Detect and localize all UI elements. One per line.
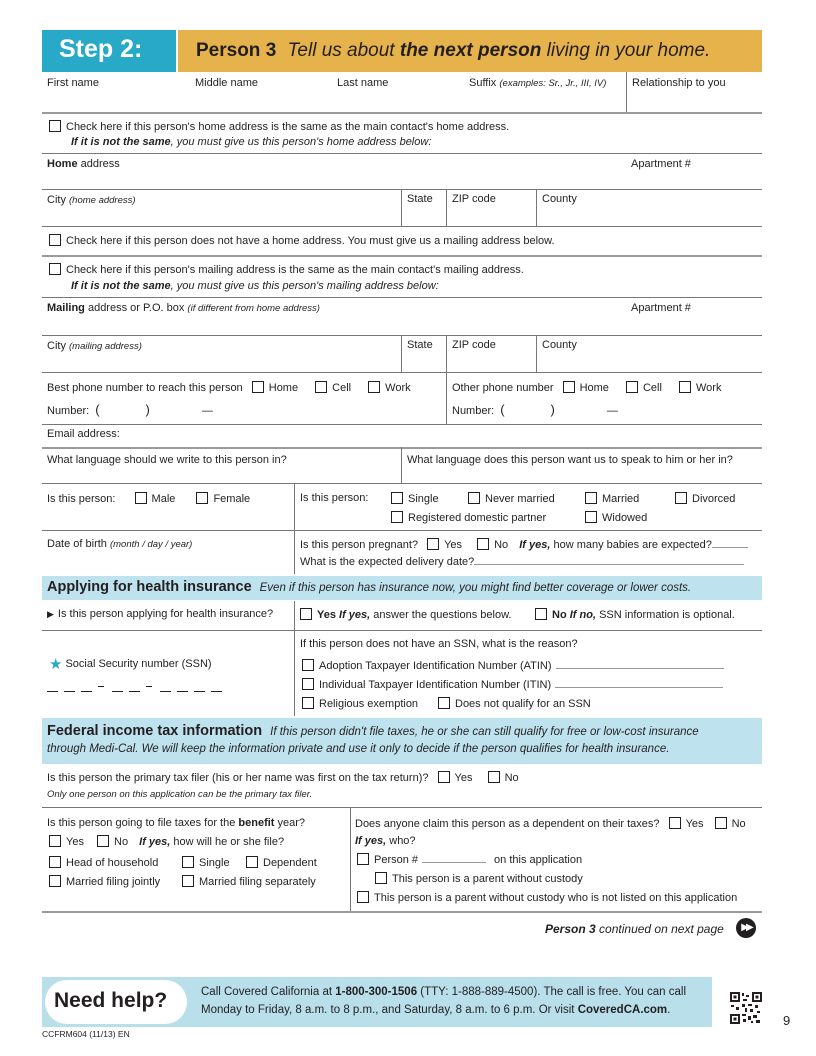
file-taxes-question: Is this person going to file taxes for the benefit year?	[47, 817, 306, 829]
mailing-state-label: State	[407, 339, 433, 351]
mailing-same-checkbox-row[interactable]: Check here if this person's mailing address is the same as the main contact's mailing address.	[49, 263, 524, 276]
other-phone-home-checkbox[interactable]	[563, 381, 575, 393]
relationship-label: Relationship to you	[632, 77, 726, 89]
home-state-label: State	[407, 193, 433, 205]
home-apartment-label: Apartment #	[631, 158, 691, 170]
married-checkbox[interactable]	[585, 492, 597, 504]
mailing-apartment-label: Apartment #	[631, 302, 691, 314]
best-phone-row: Best phone number to reach this person Home Cell Work	[47, 382, 411, 394]
last-name-label: Last name	[337, 77, 389, 89]
claimed-yes-checkbox[interactable]	[669, 817, 681, 829]
home-zip-label: ZIP code	[452, 193, 496, 205]
tell-us-bold: the next person	[399, 40, 542, 61]
primary-no-checkbox[interactable]	[488, 771, 500, 783]
ssn-input[interactable]	[47, 683, 228, 695]
divorced-checkbox[interactable]	[675, 492, 687, 504]
page-number: 9	[783, 1013, 791, 1028]
federal-tax-header	[42, 718, 762, 764]
mailing-city-label: City (mailing address)	[47, 340, 142, 352]
tell-us-prefix: Tell us about	[287, 40, 395, 61]
religious-option[interactable]: Religious exemption	[302, 697, 418, 710]
hoh-option[interactable]: Head of household	[49, 856, 158, 869]
speak-language-label: What language does this person want us to speak to him or her in?	[407, 454, 733, 466]
middle-name-label: Middle name	[195, 77, 258, 89]
mfs-checkbox[interactable]	[182, 875, 194, 887]
claimed-dependent-row: Does anyone claim this person as a dependent on their taxes? Yes No	[355, 818, 746, 830]
write-language-label: What language should we write to this person in?	[47, 454, 287, 466]
parent-not-listed-option[interactable]: This person is a parent without custody who is not listed on this application	[357, 891, 737, 904]
best-phone-cell-checkbox[interactable]	[315, 381, 327, 393]
help-box	[42, 977, 712, 1027]
claimed-no-checkbox[interactable]	[715, 817, 727, 829]
dependent-option[interactable]: Dependent	[246, 856, 317, 869]
health-insurance-title: Applying for health insurance	[47, 579, 252, 595]
mfj-checkbox[interactable]	[49, 875, 61, 887]
dependent-checkbox[interactable]	[246, 856, 258, 868]
widowed-checkbox[interactable]	[585, 511, 597, 523]
health-insurance-subtitle: Even if this person has insurance now, you might find better coverage or lower costs.	[259, 582, 692, 594]
continued-note: Person 3 continued on next page	[545, 922, 724, 936]
help-badge	[45, 980, 187, 1024]
home-same-checkbox-row[interactable]: Check here if this person's home address is the same as the main contact's home address.	[49, 120, 509, 133]
single-option[interactable]: Single	[391, 492, 439, 505]
home-same-checkbox[interactable]	[49, 120, 61, 132]
mailing-zip-label: ZIP code	[452, 339, 496, 351]
never-married-checkbox[interactable]	[468, 492, 480, 504]
first-name-label: First name	[47, 77, 99, 89]
help-line-1: Call Covered California at 1-800-300-1506 (TTY: 1-888-889-4500). The call is free. You can call	[201, 986, 687, 998]
other-phone-row: Other phone number Home Cell Work	[452, 382, 722, 394]
hoh-checkbox[interactable]	[49, 856, 61, 868]
primary-filer-note: Only one person on this application can be the primary tax filer.	[47, 789, 313, 800]
ssn-label: ★ Social Security number (SSN)	[49, 656, 212, 673]
male-checkbox[interactable]	[135, 492, 147, 504]
applying-no-checkbox[interactable]	[535, 608, 547, 620]
atin-option[interactable]: Adoption Taxpayer Identification Number (ATIN)	[302, 659, 724, 672]
divorced-option[interactable]: Divorced	[675, 492, 735, 505]
person-label: Person 3	[196, 40, 277, 61]
single-checkbox[interactable]	[391, 492, 403, 504]
mailing-county-label: County	[542, 339, 577, 351]
claimed-who-label: If yes, who?	[355, 835, 416, 847]
home-county-label: County	[542, 193, 577, 205]
tell-us-suffix: living in your home.	[546, 40, 711, 61]
religious-checkbox[interactable]	[302, 697, 314, 709]
pregnant-yes-checkbox[interactable]	[427, 538, 439, 550]
step-label: Step 2:	[59, 35, 143, 63]
no-home-checkbox[interactable]	[49, 234, 61, 246]
email-label: Email address:	[47, 428, 120, 440]
qr-code-icon	[730, 992, 762, 1024]
female-checkbox[interactable]	[196, 492, 208, 504]
federal-tax-title: Federal income tax information	[47, 723, 263, 739]
married-option[interactable]: Married	[585, 492, 639, 505]
widowed-option[interactable]: Widowed	[585, 511, 647, 524]
dob-label: Date of birth (month / day / year)	[47, 538, 193, 550]
federal-tax-subtitle-2: through Medi-Cal. We will keep the information private and use it only to decide if the person qualifies for health insurance.	[47, 743, 670, 755]
home-city-label: City (home address)	[47, 194, 136, 206]
applying-question: ▶ Is this person applying for health insurance?	[47, 608, 274, 620]
other-phone-number-label: Number: ( ) —	[452, 402, 618, 417]
rdp-option[interactable]: Registered domestic partner	[391, 511, 546, 524]
parent-no-custody-checkbox[interactable]	[375, 872, 387, 884]
itin-option[interactable]: Individual Taxpayer Identification Number (ITIN)	[302, 678, 723, 691]
star-icon: ★	[49, 656, 63, 673]
other-phone-work-checkbox[interactable]	[679, 381, 691, 393]
help-line-2: Monday to Friday, 8 a.m. to 8 p.m., and Saturday, 8 a.m. to 6 p.m. Or visit CoveredCA.com.	[201, 1004, 671, 1016]
file-no-checkbox[interactable]	[97, 835, 109, 847]
not-qualify-option[interactable]: Does not qualify for an SSN	[438, 697, 591, 710]
file-taxes-answer-row: Yes No If yes, how will he or she file?	[49, 835, 284, 848]
step-banner	[42, 30, 176, 72]
applying-no-option[interactable]: No If no, SSN information is optional.	[535, 608, 735, 621]
other-phone-cell-checkbox[interactable]	[626, 381, 638, 393]
applying-yes-option[interactable]: Yes If yes, answer the questions below.	[300, 608, 511, 621]
itin-checkbox[interactable]	[302, 678, 314, 690]
mfs-option[interactable]: Married filing separately	[182, 875, 316, 888]
home-address-label: Home address	[47, 158, 120, 170]
not-qualify-checkbox[interactable]	[438, 697, 450, 709]
file-yes-checkbox[interactable]	[49, 835, 61, 847]
atin-checkbox[interactable]	[302, 659, 314, 671]
gender-row: Is this person: Male Female	[47, 493, 251, 505]
mailing-same-checkbox[interactable]	[49, 263, 61, 275]
never-married-option[interactable]: Never married	[468, 492, 555, 505]
suffix-label: Suffix (examples: Sr., Jr., III, IV)	[469, 77, 607, 89]
primary-filer-row: Is this person the primary tax filer (his or her name was first on the tax return)? Yes No	[47, 772, 519, 784]
no-home-checkbox-row[interactable]: Check here if this person does not have a home address. You must give us a mailing address below.	[49, 234, 555, 247]
tax-single-option[interactable]: Single	[182, 856, 230, 869]
help-title: Need help?	[54, 989, 168, 1012]
fast-forward-icon: ▶▶	[736, 918, 756, 938]
applying-yes-checkbox[interactable]	[300, 608, 312, 620]
person-number-option[interactable]: Person # on this application	[357, 853, 582, 866]
pregnant-no-checkbox[interactable]	[477, 538, 489, 550]
person-banner	[178, 30, 762, 72]
mfj-option[interactable]: Married filing jointly	[49, 875, 160, 888]
best-phone-work-checkbox[interactable]	[368, 381, 380, 393]
rdp-checkbox[interactable]	[391, 511, 403, 523]
health-insurance-header	[42, 576, 762, 600]
person-number-checkbox[interactable]	[357, 853, 369, 865]
primary-yes-checkbox[interactable]	[438, 771, 450, 783]
marital-label: Is this person:	[300, 492, 369, 504]
federal-tax-subtitle-1: If this person didn't file taxes, he or she can still qualify for free or low-cost insurance	[270, 726, 699, 738]
triangle-arrow-icon: ▶	[47, 609, 54, 619]
form-id: CCFRM604 (11/13) EN	[42, 1029, 130, 1039]
tax-single-checkbox[interactable]	[182, 856, 194, 868]
parent-no-custody-option[interactable]: This person is a parent without custody	[375, 872, 583, 885]
due-date-label: What is the expected delivery date?	[300, 556, 744, 568]
parent-not-listed-checkbox[interactable]	[357, 891, 369, 903]
home-not-same-note: If it is not the same, you must give us this person's home address below:	[71, 136, 432, 148]
mailing-not-same-note: If it is not the same, you must give us this person's mailing address below:	[71, 280, 439, 292]
ssn-reason-question: If this person does not have an SSN, what is the reason?	[300, 638, 578, 650]
pregnancy-row: Is this person pregnant? Yes No If yes, how many babies are expected?	[300, 538, 748, 551]
person-title	[196, 40, 710, 62]
mailing-address-label: Mailing address or P.O. box (if different from home address)	[47, 302, 320, 314]
best-phone-number-label: Number: ( ) —	[47, 402, 213, 417]
best-phone-home-checkbox[interactable]	[252, 381, 264, 393]
